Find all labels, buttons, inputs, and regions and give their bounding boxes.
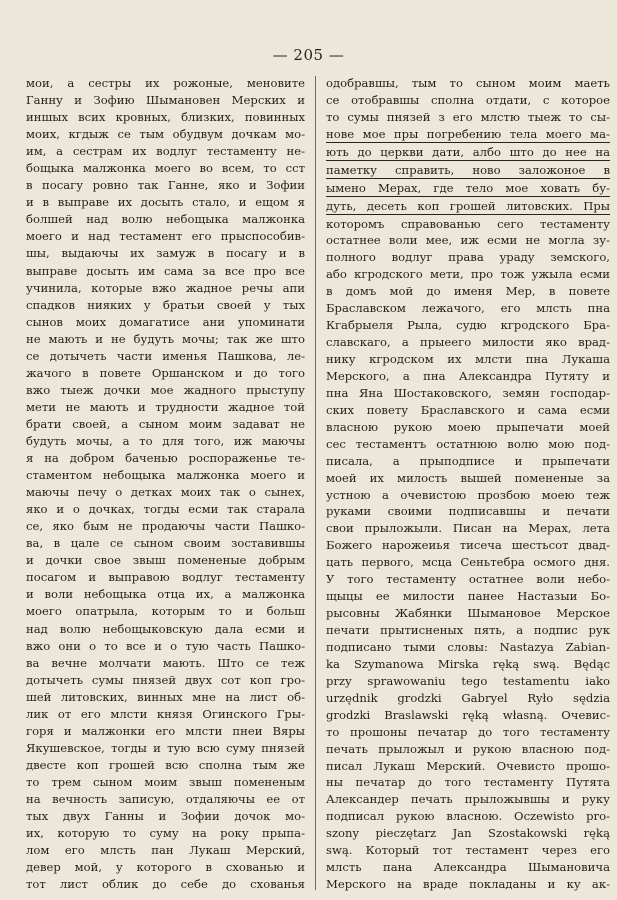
text-line: и дочки свое звыш помененые добрым: [26, 553, 305, 568]
text-line: выправе досыть им сама за все про все: [26, 263, 305, 278]
text-line: им, а сестрам их водлуг тестаменту не-: [26, 144, 305, 159]
text-line: подписал рукою власною. Oczewisto pro-: [326, 809, 610, 824]
text-line: тых двух Ганны и Зофии дочок мо-: [26, 809, 305, 824]
text-line: бощыка малжонка моего во всем, то сст: [26, 161, 305, 176]
text-line: их, которую то суму на року прыпа-: [26, 826, 305, 841]
text-line: Ганну и Зофию Шымановен Мерских и: [26, 93, 305, 108]
text-line: над волю небощыковскую дала есми и: [26, 621, 305, 636]
text-line: або кгродского мети, про тож ужыла есми: [326, 267, 610, 282]
text-line: У того тестаменту остатнее воли небо-: [326, 572, 610, 587]
text-line: маючы печу о детках моих так о сынех,: [26, 485, 305, 500]
text-line: одобравшы, тым то сыном моим маеть: [326, 76, 610, 90]
text-line: шей литовских, винных мне на лист об-: [26, 689, 305, 704]
text-line: ka Szymanowa Mirska ręką swą. Będąc: [326, 656, 610, 671]
text-line: я на добром баченью роспораженье те-: [26, 451, 305, 466]
text-line: нику кгродском их млсти пна Лукаша: [326, 352, 610, 366]
text-line: мои, а сестры их рожоные, меновите: [26, 76, 305, 90]
text-line: писала, а прыподписе и прыпечати: [326, 453, 610, 468]
text-line: ских повету Браславского и сама есми: [326, 402, 610, 417]
text-line: дуть, десеть коп грошей литовских. Пры: [326, 198, 610, 213]
text-line: сынов моих домагатисе ани упоминати: [26, 314, 305, 329]
text-line: ва вечне молчати мають. Што се теж: [26, 655, 305, 670]
text-line: славскаго, а прыеего милости яко врад-: [326, 335, 610, 350]
text-line: в посагу ровно так Ганне, яко и Зофии: [26, 178, 305, 193]
page-number: — 205 —: [272, 46, 345, 64]
text-line: в домъ мой до именя Мер, в повете: [326, 284, 610, 299]
text-line: жачого в повете Оршанском и до того: [26, 365, 305, 380]
text-line: руками своими подписавшы и печати: [326, 504, 610, 519]
text-line: млсть пана Александра Шымановича: [326, 860, 610, 875]
text-line: се отобравшы сполна отдати, с которое: [326, 92, 610, 107]
text-line: мети не мають и трудности жадное той: [26, 399, 305, 414]
text-line: двесте коп грошей всю сполна тым же: [26, 757, 305, 772]
text-line: вжо они о то все и о тую часть Пашко-: [26, 638, 305, 653]
text-line: остатнее воли мее, иж есми не могла зу-: [326, 233, 610, 248]
text-line: рысовны Жабянки Шымановое Мерское: [326, 606, 610, 621]
text-line: свои прыложыли. Писан на Мерах, лета: [326, 521, 610, 536]
column-divider: [315, 76, 316, 890]
text-line: и в выправе их досыть стало, и ещом я: [26, 195, 305, 210]
text-line: ють до церкви дати, албо што до нее на: [326, 144, 610, 159]
text-line: стаментом небощыка малжонка моего и: [26, 468, 305, 483]
text-line: и воли небощыка отца их, а малжонка: [26, 587, 305, 602]
text-line: иншых всих кровных, близких, повинных: [26, 110, 305, 125]
text-line: то сумы пнязей з его млстю тыеж то сы-: [326, 109, 610, 124]
text-line: печати прытисненых пять, а подпис рук: [326, 623, 610, 637]
text-line: шы, выдаючы их замуж в посагу и в: [26, 246, 305, 261]
text-line: се дотычеть части именья Пашкова, ле-: [26, 348, 305, 363]
text-line: ымено Мерах, где тело мое ховать бу-: [326, 180, 610, 195]
text-line: девер мой, у которого в схованью и: [26, 860, 305, 875]
text-line: посагом и выправою водлуг тестаменту: [26, 570, 305, 585]
text-line: лом его млсть пан Лукаш Мерский,: [26, 843, 305, 858]
text-line: горя и малжонки его млсти пнеи Вяры: [26, 723, 305, 738]
text-line: Кгабрыеля Рыла, судю кгродского Бра-: [326, 318, 610, 333]
text-line: пна Яна Шостаковского, земян господар-: [326, 385, 610, 400]
text-line: urzędnik grodzki Gabryel Ryło sędzia: [326, 690, 610, 705]
text-line: моей их милость вышей помененые за: [326, 470, 610, 485]
text-line: которомъ справованью сего тестаменту: [326, 216, 610, 231]
text-line: печать прыложыл и рукою власною под-: [326, 741, 610, 756]
text-line: swą. Который тот тестамент через его: [326, 843, 610, 858]
text-line: лик от его млсти князя Огинского Гры-: [26, 706, 305, 721]
text-line: подписано тыми словы: Nastazya Zabian-: [326, 639, 610, 654]
text-line: то трем сыном моим звыш помененым: [26, 774, 305, 789]
text-line: то прошоны печатар до того тестаменту: [326, 724, 610, 739]
text-line: яко и о дочках, тогды есми так старала: [26, 502, 305, 517]
text-line: сес тестаментъ остатнюю волю мою под-: [326, 436, 610, 451]
text-line: Божего нарожеиья тисеча шестьсот двад-: [326, 538, 610, 553]
right-column: [326, 74, 610, 892]
text-line: ва, в цале се сыном своим зоставившы: [26, 536, 305, 551]
text-line: моих, кгдыж се тым обудвум дочкам мо-: [26, 127, 305, 142]
text-line: вжо тыеж дочки мое жадного прыступу: [26, 382, 305, 397]
text-line: брати своей, а сыном моим задават не: [26, 416, 305, 431]
text-line: моего и над тестамент его прыспособив-: [26, 229, 305, 244]
text-line: Мерского на враде покладаны и ку ак-: [326, 877, 610, 892]
text-line: Мерского, а пна Александра Путяту и: [326, 368, 610, 383]
text-line: цать первого, мсца Сеньтебра осмого дня.: [326, 555, 610, 570]
text-line: щыцы ее милости панее Настазыи Бо-: [326, 589, 610, 604]
text-line: Браславском лежачого, его млсть пна: [326, 301, 610, 316]
text-line: полного водлуг права ураду земского,: [326, 250, 610, 265]
text-line: болшей над волю небощыка малжонка: [26, 212, 305, 227]
text-line: учинила, которые вжо жадное речы апи: [26, 280, 305, 295]
text-line: будуть мочы, а то для того, иж маючы: [26, 433, 305, 448]
text-line: се, яко бым не продаючы части Пашко-: [26, 519, 305, 534]
text-line: przy sprawowaniu tego testamentu iako: [326, 673, 610, 688]
text-line: власною рукою моею прыпечати моей: [326, 419, 610, 434]
text-line: на вечность записую, отдаляючы ее от: [26, 791, 305, 806]
text-line: Якушевское, тогды и тую всю суму пнязей: [26, 740, 305, 755]
text-line: тот лист облик до себе до схованья: [26, 877, 305, 892]
text-line: szony pieczętarz Jan Szostakowski ręką: [326, 826, 610, 841]
text-line: ны печатар до того тестаменту Путята: [326, 775, 610, 790]
text-line: паметку справить, ново заложоное в: [326, 162, 610, 177]
text-line: дотычеть сумы пнязей двух сот коп гро-: [26, 672, 305, 687]
text-line: не мають и не будуть мочы; так же што: [26, 331, 305, 346]
text-line: спадков нияких у братьи своей у тых: [26, 297, 305, 312]
text-line: моего опатрыла, которым то и больш: [26, 604, 305, 619]
left-column: [26, 74, 305, 892]
text-line: нове мое пры погребению тела моего ма-: [326, 126, 610, 141]
text-line: Александер печать прыложывшы и руку: [326, 792, 610, 807]
text-line: grodzki Braslawski ręką własną. Очевис-: [326, 707, 610, 722]
text-line: устною а очевистою прозбою моею теж: [326, 487, 610, 502]
text-line: писал Лукаш Мерский. Очевисто прошо-: [326, 758, 610, 773]
